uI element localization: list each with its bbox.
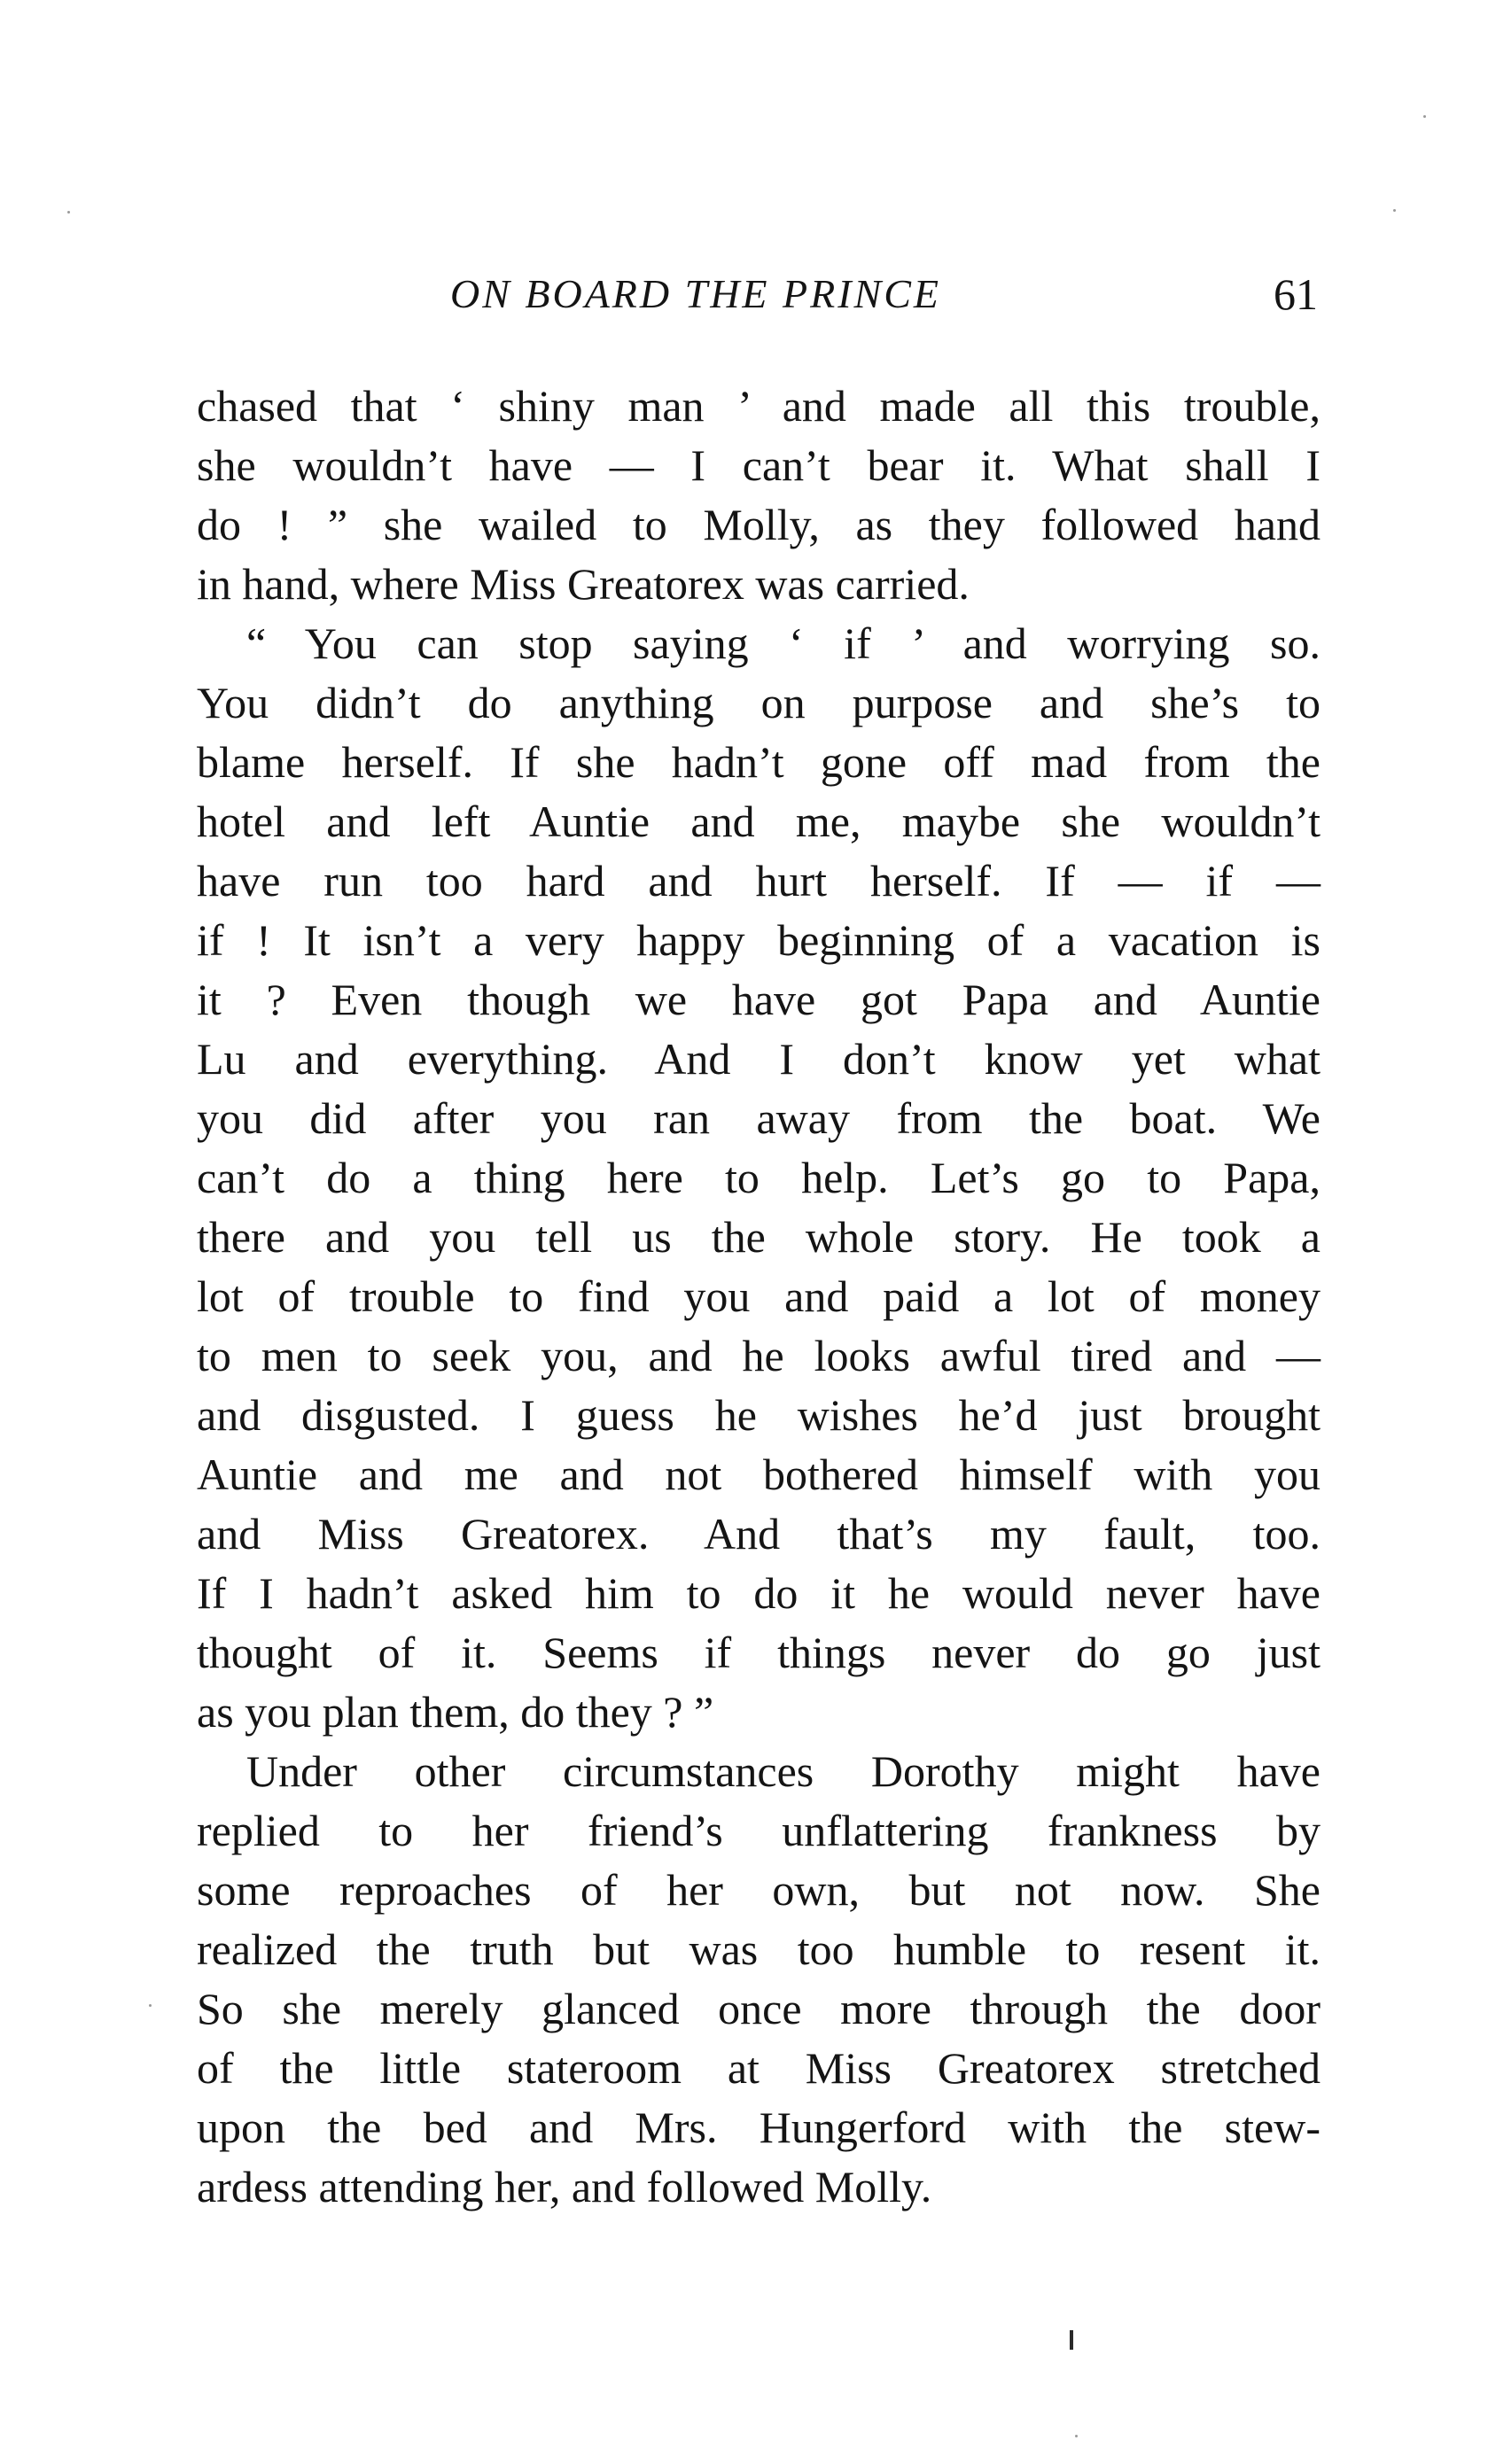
text-line: ardess attending her, and followed Molly. [197, 2162, 932, 2211]
text-line: If I hadn’t asked him to do it he would never have [197, 1568, 1321, 1618]
text-line: in hand, where Miss Greatorex was carried. [197, 559, 970, 609]
text-line: Lu and everything. And I don’t know yet what [197, 1034, 1321, 1084]
paper-speck [1393, 209, 1396, 212]
text-line: “ You can stop saying ‘ if ’ and worrying so. [246, 618, 1321, 668]
text-line: if ! It isn’t a very happy beginning of a vacation is [197, 915, 1321, 965]
printer-mark [1070, 2330, 1073, 2350]
paper-speck [1075, 2435, 1078, 2437]
running-title: ON BOARD THE PRINCE [449, 271, 941, 316]
text-line: of the little stateroom at Miss Greatorex stretched [197, 2043, 1321, 2093]
text-line: realized the truth but was too humble to resent it. [197, 1924, 1321, 1974]
page-number: 61 [1274, 269, 1318, 319]
paper-speck [67, 211, 70, 214]
text-line: you did after you ran away from the boat. We [197, 1093, 1321, 1143]
text-line: some reproaches of her own, but not now. She [197, 1865, 1321, 1915]
text-line: thought of it. Seems if things never do go just [197, 1628, 1321, 1677]
text-line: Under other circumstances Dorothy might have [246, 1746, 1321, 1796]
body-text [197, 377, 1321, 2217]
text-line: it ? Even though we have got Papa and Auntie [197, 975, 1321, 1024]
text-line: upon the bed and Mrs. Hungerford with the stew- [197, 2103, 1321, 2152]
text-line: can’t do a thing here to help. Let’s go to Papa, [197, 1153, 1321, 1202]
text-line: You didn’t do anything on purpose and she’s to [197, 678, 1321, 727]
text-line: Auntie and me and not bothered himself with you [197, 1450, 1321, 1499]
text-line: and disgusted. I guess he wishes he’d just brought [197, 1390, 1321, 1440]
paragraph [197, 377, 1321, 614]
text-line: and Miss Greatorex. And that’s my fault, too. [197, 1509, 1321, 1558]
text-line: she wouldn’t have — I can’t bear it. What shall I [197, 440, 1321, 490]
text-line: hotel and left Auntie and me, maybe she wouldn’t [197, 797, 1321, 846]
text-line: there and you tell us the whole story. He took a [197, 1212, 1321, 1262]
text-line: lot of trouble to find you and paid a lot of money [197, 1271, 1321, 1321]
text-line: replied to her friend’s unflattering frankness by [197, 1806, 1321, 1855]
paper-speck [149, 2004, 152, 2007]
paragraph [197, 614, 1321, 1742]
paper-speck [1423, 115, 1426, 118]
text-line: to men to seek you, and he looks awful tired and — [197, 1331, 1321, 1380]
text-line: do ! ” she wailed to Molly, as they followed hand [197, 500, 1321, 549]
text-line: blame herself. If she hadn’t gone off mad from the [197, 737, 1321, 787]
running-head [199, 268, 1318, 321]
paragraph [197, 1742, 1321, 2217]
text-line: So she merely glanced once more through the door [197, 1984, 1321, 2033]
text-line: as you plan them, do they ? ” [197, 1687, 714, 1737]
text-line: chased that ‘ shiny man ’ and made all this trouble, [197, 381, 1321, 431]
text-line: have run too hard and hurt herself. If — if — [197, 856, 1321, 906]
